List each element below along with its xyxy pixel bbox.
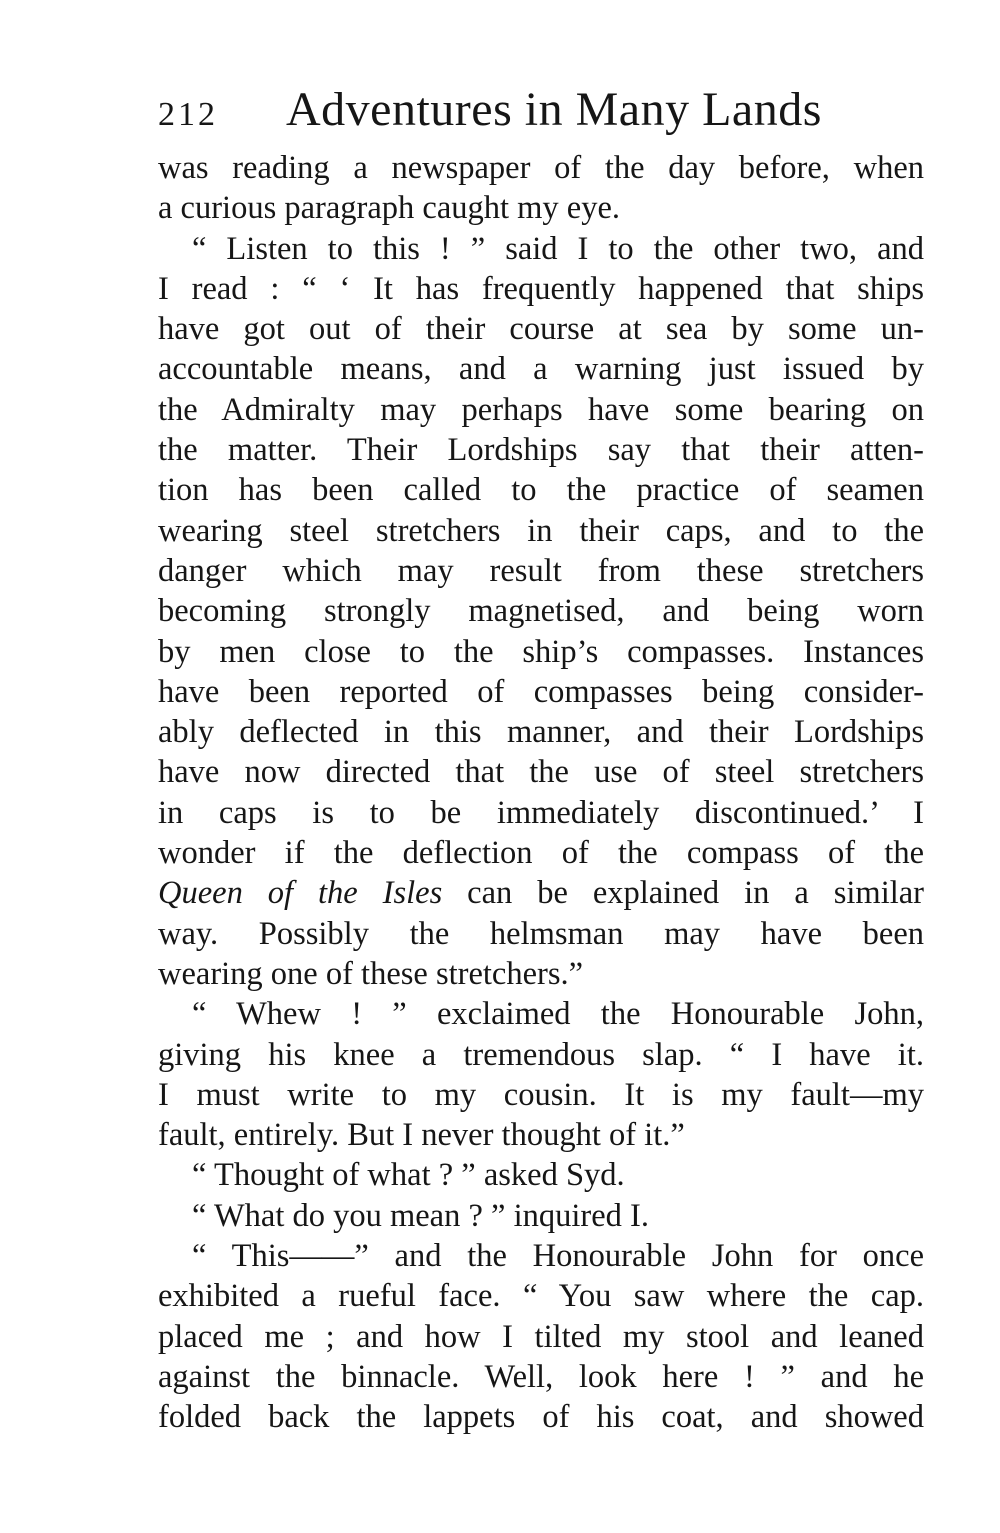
text-line: becoming strongly magnetised, and being worn xyxy=(158,593,924,630)
text-line: “ Thought of what ? ” asked Syd. xyxy=(192,1157,625,1194)
text-line: “ This——” and the Honourable John for once xyxy=(192,1238,924,1275)
text-line-rest: can be explained in a similar xyxy=(442,875,924,912)
text-line: “ Listen to this ! ” said I to the other two, and xyxy=(192,230,924,267)
body-text xyxy=(158,148,924,1438)
text-line: I must write to my cousin. It is my fault—my xyxy=(158,1076,924,1113)
text-line: giving his knee a tremendous slap. “ I have it. xyxy=(158,1036,924,1073)
text-line: wearing steel stretchers in their caps, and to the xyxy=(158,512,924,549)
book-page xyxy=(158,82,924,1438)
text-line: way. Possibly the helmsman may have been xyxy=(158,915,924,952)
text-line: fault, entirely. But I never thought of it.” xyxy=(158,1117,685,1154)
text-line: in caps is to be immediately discontinued.’ I xyxy=(158,794,924,831)
text-line: folded back the lappets of his coat, and showed xyxy=(158,1399,924,1436)
book-title: Adventures in Many Lands xyxy=(286,83,822,136)
text-line: a curious paragraph caught my eye. xyxy=(158,190,621,227)
text-line: have now directed that the use of steel stretchers xyxy=(158,754,924,791)
text-line: tion has been called to the practice of seamen xyxy=(158,472,924,509)
text-line: “ Whew ! ” exclaimed the Honourable John, xyxy=(192,996,924,1033)
text-line: danger which may result from these stretchers xyxy=(158,552,924,589)
text-line: against the binnacle. Well, look here ! ” and he xyxy=(158,1358,924,1395)
text-line: have been reported of compasses being consider- xyxy=(158,673,924,710)
page-number: 212 xyxy=(158,96,218,133)
text-line: “ What do you mean ? ” inquired I. xyxy=(192,1197,649,1234)
text-line: by men close to the ship’s compasses. Instances xyxy=(158,633,924,670)
text-line: have got out of their course at sea by some un- xyxy=(158,311,924,348)
text-line: was reading a newspaper of the day before, when xyxy=(158,150,924,186)
text-line-with-italic-title xyxy=(158,873,924,913)
text-line: wonder if the deflection of the compass of the xyxy=(158,835,924,872)
text-line: wearing one of these stretchers.” xyxy=(158,955,584,992)
text-line: ably deflected in this manner, and their Lordships xyxy=(158,714,924,751)
text-line: the Admiralty may perhaps have some bearing on xyxy=(158,391,924,428)
running-head xyxy=(158,82,924,144)
text-line: accountable means, and a warning just issued by xyxy=(158,351,924,388)
ship-name-italic: Queen of the Isles xyxy=(158,875,443,912)
text-line: exhibited a rueful face. “ You saw where the cap. xyxy=(158,1278,924,1315)
text-line: placed me ; and how I tilted my stool and leaned xyxy=(158,1318,924,1355)
text-line: I read : “ ‘ It has frequently happened that ships xyxy=(158,270,924,307)
text-line: the matter. Their Lordships say that their atten- xyxy=(158,432,924,469)
